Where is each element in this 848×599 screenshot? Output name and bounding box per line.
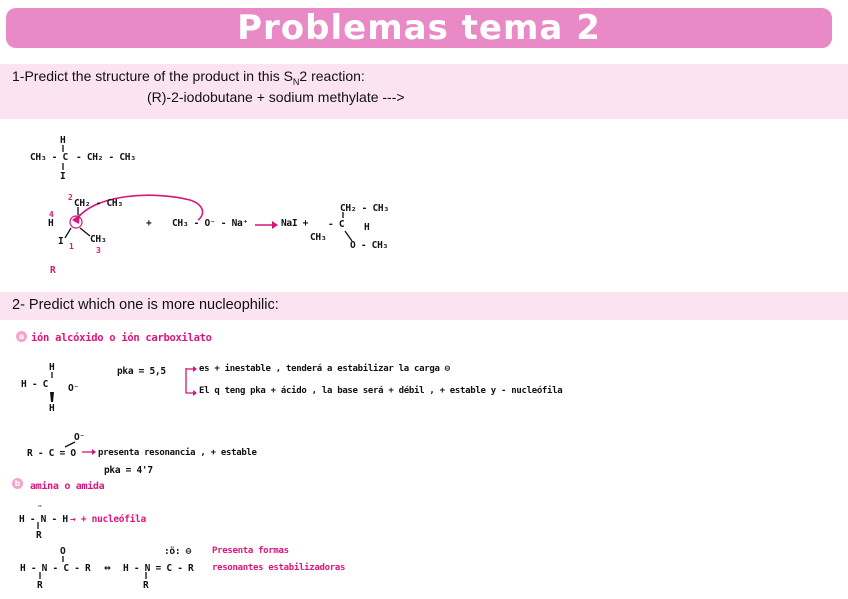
question-1-reaction: (R)-2-iodobutane + sodium methylate ---> <box>147 89 405 105</box>
atom-h-top: H <box>60 135 66 146</box>
alkoxide-note-2: El q teng pka + ácido , la base será + débil , + estable y - nucleófila <box>199 386 563 396</box>
part-b-heading: amina o amida <box>30 481 105 492</box>
carboxylate-note: presenta resonancia , + estable <box>98 448 257 458</box>
num-1: 1 <box>69 242 74 251</box>
product-h: H <box>364 222 370 233</box>
reactant-right: - CH₂ - CH₃ <box>76 152 136 163</box>
page-title: Problemas tema 2 <box>237 8 601 48</box>
atom-i-left: I <box>58 236 64 247</box>
part-a-heading: ión alcóxido o ión carboxilato <box>31 332 212 344</box>
amide-structure: H - N - C - R <box>20 563 91 574</box>
question-2-prompt: 2- Predict which one is more nucleophilic: <box>12 297 279 313</box>
product-ethyl: CH₂ - CH₃ <box>340 203 389 214</box>
product-methyl: CH₃ <box>310 232 327 243</box>
amide-note-2: resonantes estabilizadoras <box>212 563 346 573</box>
num-4: 4 <box>49 210 54 219</box>
amine-lone-pair: ¨ <box>37 505 43 516</box>
alkoxide-core: H - C <box>21 379 49 390</box>
reactant-ethyl: CH₂ - CH₃ <box>74 198 123 209</box>
amide2-oxygen: :ö: ⊖ <box>164 546 192 557</box>
alkoxide-pka: pka = 5,5 <box>117 366 166 377</box>
amide2-structure: H - N = C - R <box>123 563 194 574</box>
num-3: 3 <box>96 246 101 255</box>
product-methoxy: O - CH₃ <box>350 240 388 251</box>
carboxylate-oxygen-top: O⁻ <box>74 432 85 443</box>
amine-note: → + nucleófila <box>70 514 146 525</box>
amide-oxygen: O <box>60 546 66 557</box>
resonance-arrow: ↔ <box>104 561 111 574</box>
sodium-methylate: CH₃ - O⁻ - Na⁺ <box>172 218 248 229</box>
reactant-left: CH₃ - C <box>30 152 68 163</box>
carboxylate-pka: pka = 4'7 <box>104 465 153 476</box>
amide-r: R <box>37 580 43 591</box>
alkoxide-oxygen: O⁻ <box>68 383 79 394</box>
carboxylate-core: R - C = O <box>27 448 76 459</box>
alkoxide-h-top: H <box>49 362 55 373</box>
product-nai: NaI + <box>281 218 309 229</box>
plus-sign: + <box>146 218 152 229</box>
question-1-prompt: 1-Predict the structure of the product in this $S_N2$ reaction: <box>12 68 365 87</box>
num-2: 2 <box>68 193 73 202</box>
reactant-methyl: CH₃ <box>90 234 107 245</box>
alkoxide-note-1: es + inestable , tenderá a estabilizar la carga ⊖ <box>199 364 450 374</box>
bullet-a: a <box>16 331 27 342</box>
amine-structure: H - N - H <box>19 514 68 525</box>
amide-note-1: Presenta formas <box>212 546 289 556</box>
product-carbon: - C <box>328 219 345 230</box>
atom-i-bottom: I <box>60 171 66 182</box>
amide2-r: R <box>143 580 149 591</box>
alkoxide-h-bottom: H <box>49 403 55 414</box>
bullet-b: b <box>12 478 23 489</box>
atom-h-left: H <box>48 218 54 229</box>
config-label-r: R <box>50 265 56 276</box>
amine-r: R <box>36 530 42 541</box>
